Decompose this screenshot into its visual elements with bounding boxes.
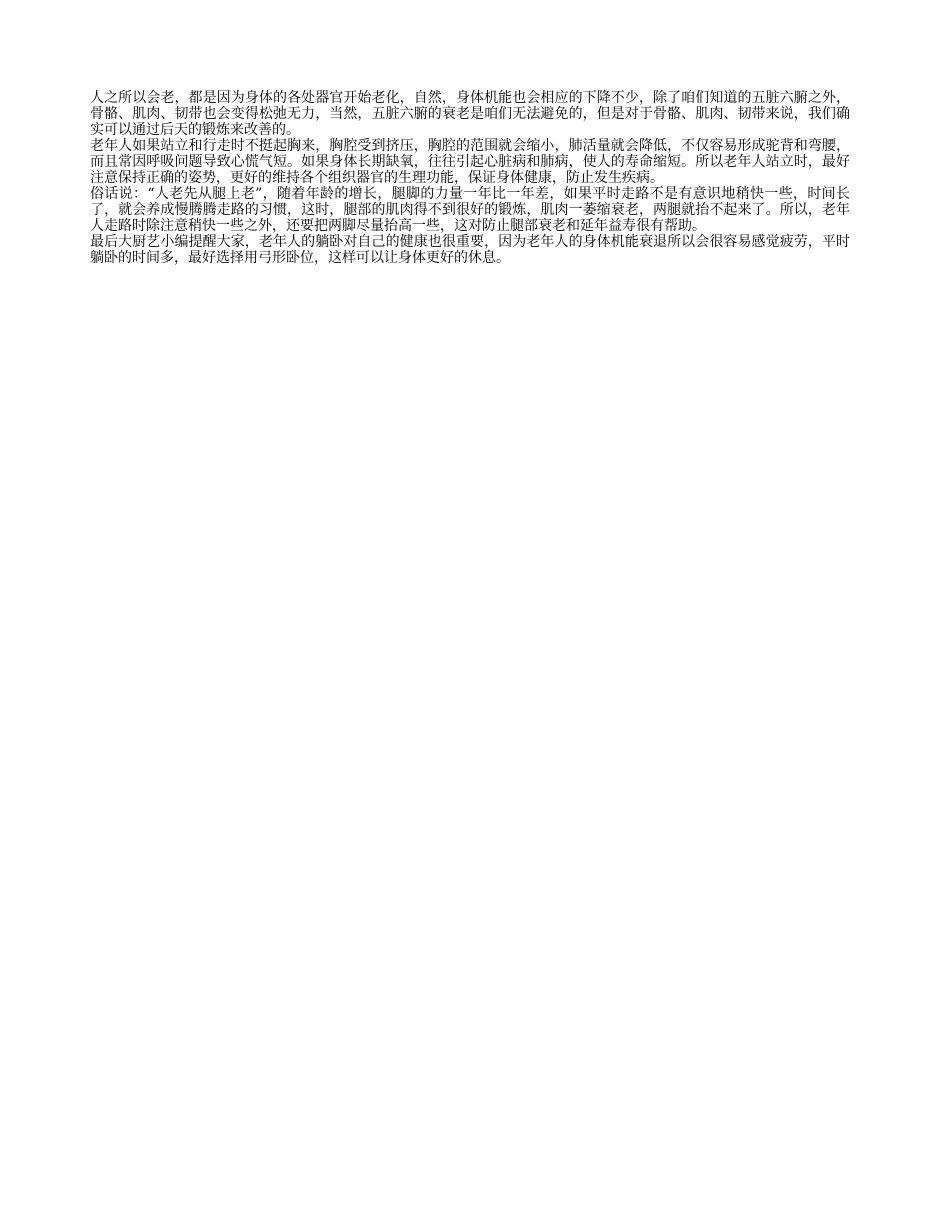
paragraph-aging-organs: 人之所以会老，都是因为身体的各处器官开始老化，自然，身体机能也会相应的下降不少，除了咱们知道的五脏六腑之外，骨骼、肌肉、韧带也会变得松弛无力，当然，五脏六腑的衰老是咱们无法避免的，但是对于骨骼、肌肉、韧带来说，我们确实可以通过后天的锻炼来改善的。 <box>90 90 850 138</box>
paragraph-lying-rest: 最后大厨艺小编提醒大家，老年人的躺卧对自己的健康也很重要，因为老年人的身体机能衰退所以会很容易感觉疲劳，平时躺卧的时间多，最好选择用弓形卧位，这样可以让身体更好的休息。 <box>90 234 850 266</box>
paragraph-standing-posture: 老年人如果站立和行走时不挺起胸来，胸腔受到挤压，胸腔的范围就会缩小，肺活量就会降低，不仅容易形成驼背和弯腰，而且常因呼吸问题导致心慌气短。如果身体长期缺氧，往往引起心脏病和肺病，使人的寿命缩短。所以老年人站立时，最好注意保持正确的姿势，更好的维持各个组织器官的生理功能，保证身体健康，防止发生疾病。 <box>90 138 850 186</box>
paragraph-walking-legs: 俗话说：“人老先从腿上老”，随着年龄的增长，腿脚的力量一年比一年差，如果平时走路不是有意识地稍快一些，时间长了，就会养成慢腾腾走路的习惯，这时，腿部的肌肉得不到很好的锻炼，肌肉一萎缩衰老，两腿就抬不起来了。所以，老年人走路时除注意稍快一些之外，还要把两脚尽量抬高一些，这对防止腿部衰老和延年益寿很有帮助。 <box>90 186 850 234</box>
document-body <box>90 90 850 266</box>
